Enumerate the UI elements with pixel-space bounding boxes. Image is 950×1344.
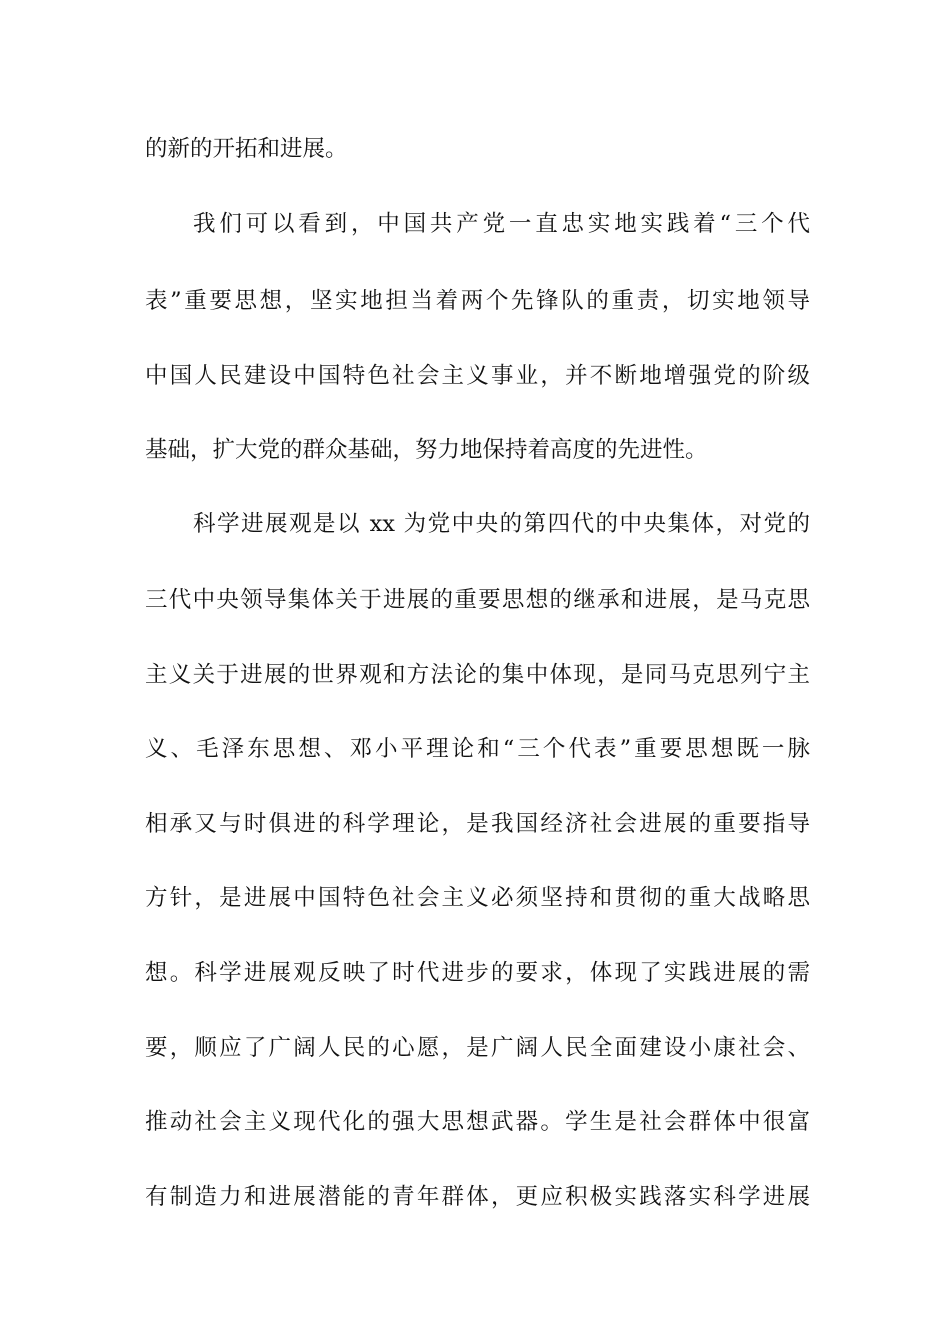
paragraph-first-line: 科学进展观是以 xx 为党中央的第四代的中央集体，对党的 <box>193 511 810 537</box>
text-line: 有制造力和进展潜能的青年群体，更应积极实践落实科学进展 <box>145 1184 810 1210</box>
text-line: 基础，扩大党的群众基础，努力地保持着高度的先进性。 <box>145 437 708 463</box>
text-line: 推动社会主义现代化的强大思想武器。学生是社会群体中很富 <box>145 1109 810 1135</box>
text-line: 方针，是进展中国特色社会主义必须坚持和贯彻的重大战略思 <box>145 885 810 911</box>
text-line: 的新的开拓和进展。 <box>145 136 348 162</box>
text-line: 要，顺应了广阔人民的心愿，是广阔人民全面建设小康社会、 <box>145 1035 810 1061</box>
text-line: 相承又与时俱进的科学理论，是我国经济社会进展的重要指导 <box>145 811 810 837</box>
text-line: 中国人民建设中国特色社会主义事业，并不断地增强党的阶级 <box>145 363 810 389</box>
text-line: 主义关于进展的世界观和方法论的集中体现，是同马克思列宁主 <box>145 662 810 688</box>
text-line: 义、毛泽东思想、邓小平理论和“三个代表”重要思想既一脉 <box>145 736 810 762</box>
text-line: 想。科学进展观反映了时代进步的要求，体现了实践进展的需 <box>145 960 810 986</box>
text-line: 三代中央领导集体关于进展的重要思想的继承和进展，是马克思 <box>145 587 810 613</box>
text-line: 表”重要思想，坚实地担当着两个先锋队的重责，切实地领导 <box>145 288 810 314</box>
paragraph-first-line: 我们可以看到，中国共产党一直忠实地实践着“三个代 <box>193 211 810 237</box>
